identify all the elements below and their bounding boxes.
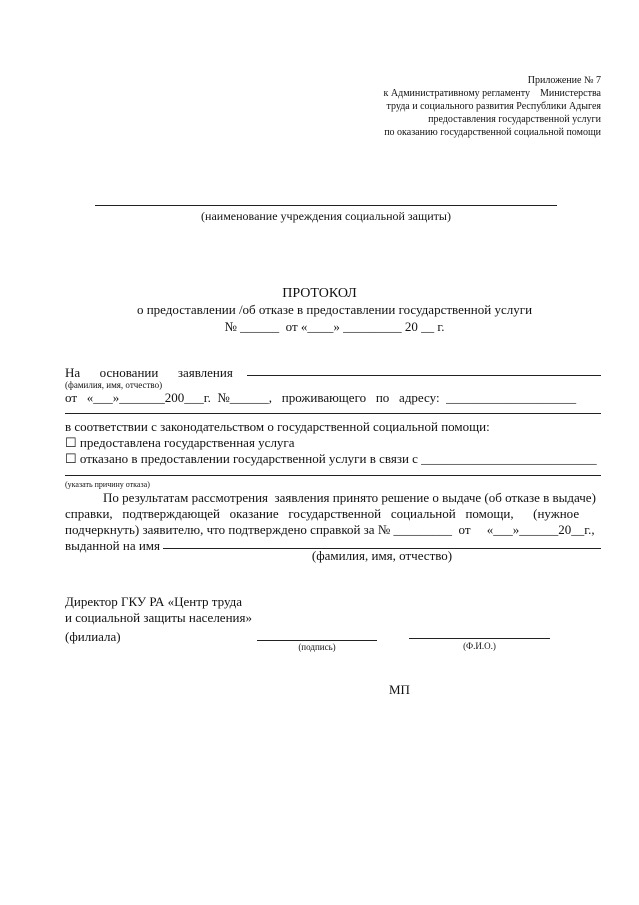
institution-line[interactable] [95, 205, 557, 206]
decision-para-2: справки, подтверждающей оказание государственной социальной помощи, (нужное [65, 506, 580, 521]
fio-signature-line[interactable] [409, 638, 550, 639]
director-line-1: Директор ГКУ РА «Центр труда [65, 594, 243, 609]
protocol-number-line: № ______ от «____» _________ 20 __ г. [224, 319, 445, 334]
decision-para-1: По результатам рассмотрения заявления принято решение о выдаче (об отказе в выдаче) [103, 490, 596, 505]
signature-line[interactable] [257, 640, 377, 641]
director-line-2: и социальной защиты населения» [65, 610, 252, 625]
decision-para-4: выданной на имя [65, 538, 161, 553]
protocol-title: ПРОТОКОЛ [282, 286, 357, 301]
stamp-label: МП [389, 682, 410, 697]
option-granted[interactable]: ☐ предоставлена государственная услуга [65, 435, 295, 450]
basis-label: На основании заявления [65, 365, 233, 380]
institution-caption: (наименование учреждения социальной защиты) [201, 209, 451, 223]
fio-caption-applicant: (фамилия, имя, отчество) [65, 380, 163, 390]
appendix-ministry: труда и социального развития Республики Адыгея [386, 101, 601, 112]
branch-label: (филиала) [65, 629, 121, 644]
reason-caption: (указать причину отказа) [65, 480, 150, 489]
dob-address-line: от «___»_______200___г. №______, проживающего по адресу: ____________________ [65, 390, 577, 405]
appendix-assistance: по оказанию государственной социальной помощи [384, 127, 601, 138]
option-refused[interactable]: ☐ отказано в предоставлении государственной услуги в связи с ___________________________ [65, 451, 597, 466]
reason-line[interactable] [65, 475, 601, 476]
law-line: в соответствии с законодательством о государственной социальной помощи: [65, 419, 490, 434]
address-continuation-line[interactable] [65, 413, 601, 414]
protocol-subtitle: о предоставлении /об отказе в предоставлении государственной услуги [136, 302, 533, 317]
decision-para-3: подчеркнуть) заявителю, что подтверждено справкой за № _________ от «___»______20__г., [65, 522, 595, 537]
appendix-service: предоставления государственной услуги [428, 114, 601, 125]
signature-caption: (подпись) [298, 642, 336, 652]
appendix-regulation: к Административному регламенту Министерства [383, 88, 601, 99]
fio-signature-caption: (Ф.И.О.) [463, 641, 496, 651]
applicant-name-line[interactable] [247, 375, 601, 376]
fio-caption-issued: (фамилия, имя, отчество) [311, 548, 453, 563]
appendix-number: Приложение № 7 [527, 75, 601, 86]
